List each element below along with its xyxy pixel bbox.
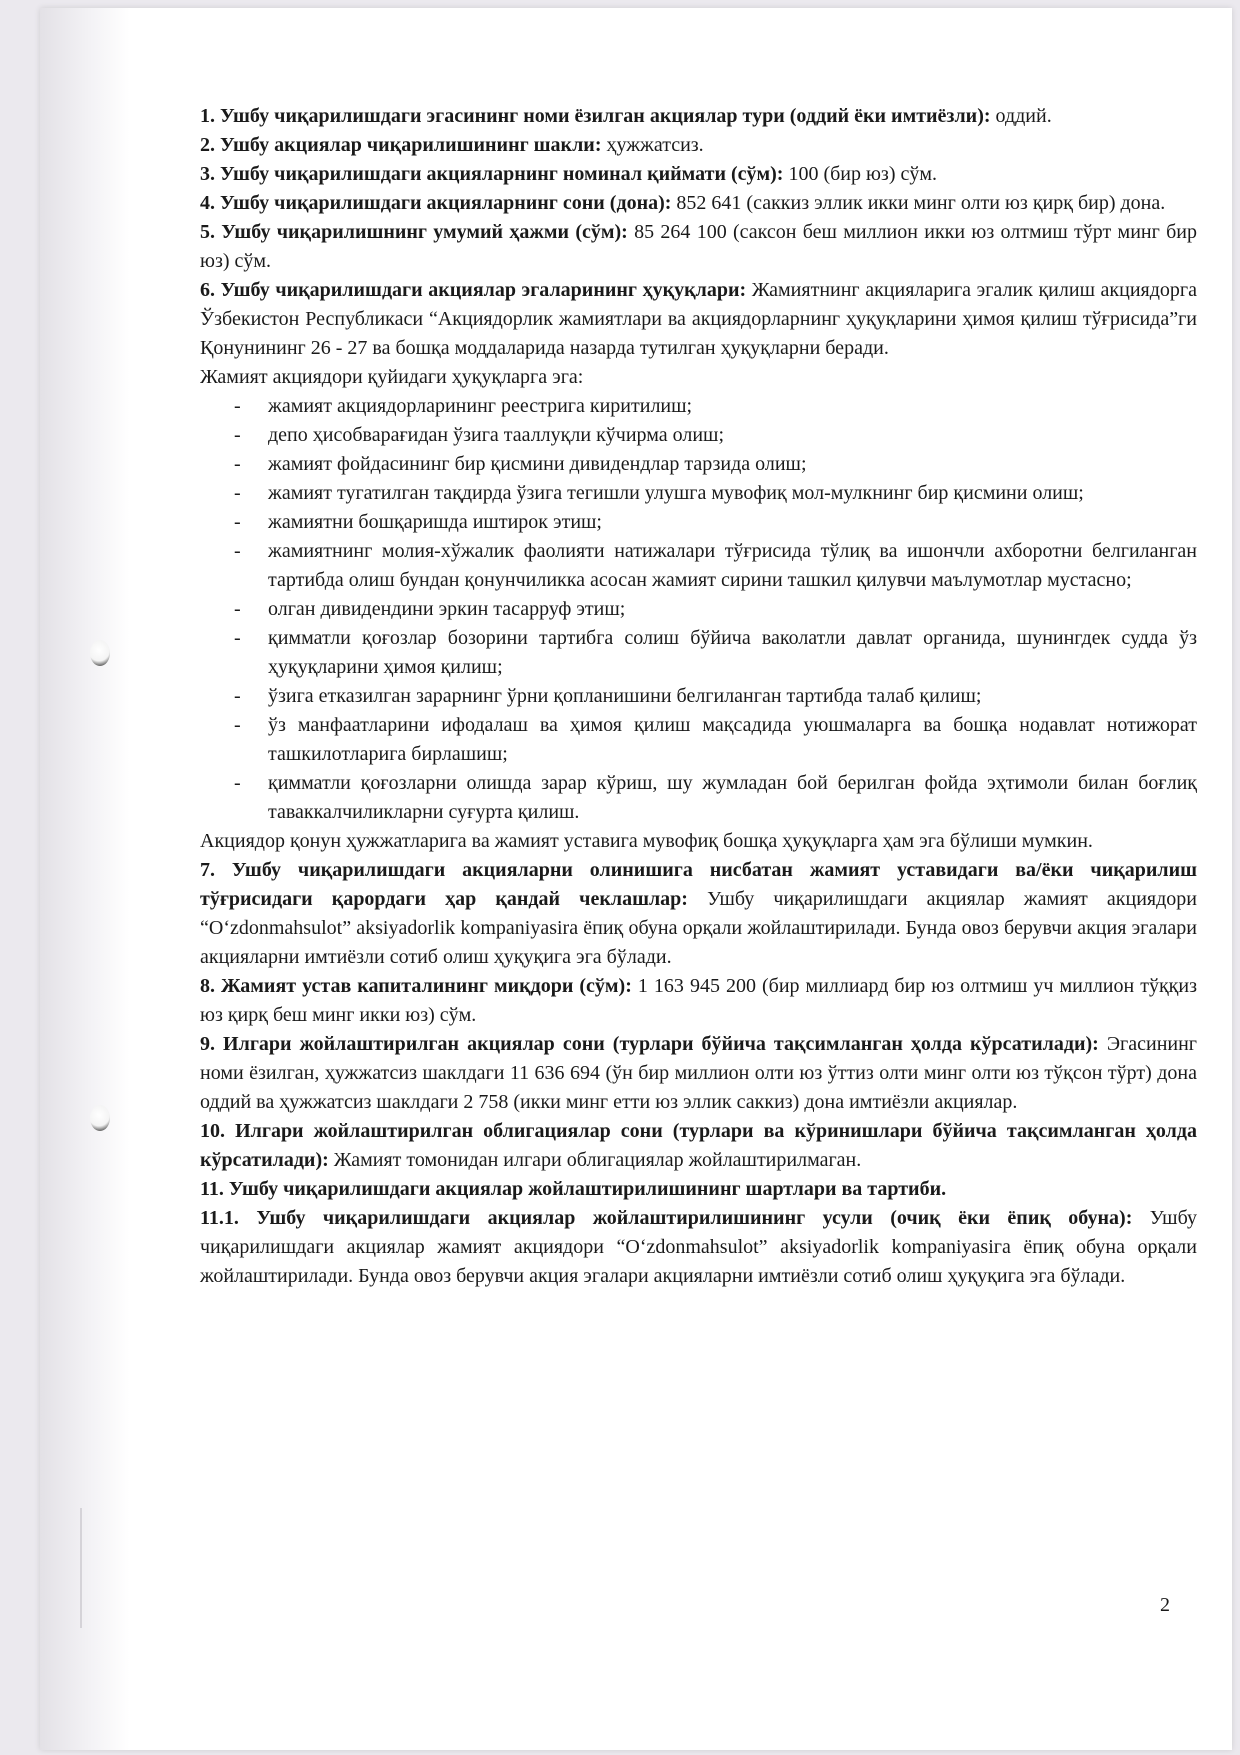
list-item: - жамиятни бошқаришда иштирок этиш; <box>200 508 1197 537</box>
scan-artifact-line <box>80 1508 82 1628</box>
item-title: Ушбу чиқарилишдаги акциялар жойлаштирилишининг усули (очиқ ёки ёпиқ обуна): <box>256 1207 1133 1229</box>
item-number: 7. <box>200 859 215 881</box>
item-title: Ушбу чиқарилишдаги эгасининг номи ёзилган акциялар тури (оддий ёки имтиёзли): <box>220 105 991 127</box>
item-number: 1. <box>200 105 215 127</box>
item-number: 11.1. <box>200 1207 239 1229</box>
item-number: 10. <box>200 1120 225 1142</box>
item-title: Илгари жойлаштирилган акциялар сони (турлари бўйича тақсимланган ҳолда кўрсатилади): <box>223 1033 1099 1055</box>
scan-edge-shadow <box>40 8 130 1750</box>
list-item: - ўз манфаатларини ифодалаш ва ҳимоя қилиш мақсадида уюшмаларга ва бошқа нодавлат нотижорат ташкилотларига бирлашиш; <box>200 711 1197 769</box>
document-page <box>40 8 1232 1750</box>
item-title: Илгари жойлаштирилган облигациялар сони (турлари ва кўринишлари бўйича тақсимланган ҳолда кўрсатилади): <box>200 1120 1197 1171</box>
rights-intro: Жамият акциядори қуйидаги ҳуқуқларга эга: <box>200 366 584 388</box>
rights-outro: Акциядор қонун ҳужжатларига ва жамият уставига мувофиқ бошқа ҳуқуқларга ҳам эга бўлиши мумкин. <box>200 830 1093 852</box>
item-number: 4. <box>200 192 215 214</box>
item-title: Ушбу чиқарилишдаги акцияларнинг номинал қиймати (сўм): <box>220 163 784 185</box>
item-9 <box>200 1030 1197 1117</box>
item-7 <box>200 856 1197 972</box>
item-title: Ушбу чиқарилишнинг умумий ҳажми (сўм): <box>221 221 628 243</box>
list-item: - жамият фойдасининг бир қисмини дивидендлар тарзида олиш; <box>200 450 1197 479</box>
item-text: Жамият томонидан илгари облигациялар жойлаштирилмаган. <box>328 1149 862 1171</box>
document-body <box>200 102 1197 1291</box>
item-text: 100 (бир юз) сўм. <box>783 163 938 185</box>
item-5 <box>200 218 1197 276</box>
item-text: 852 641 (саккиз эллик икки минг олти юз қирқ бир) дона. <box>671 192 1166 214</box>
list-item: - қимматли қоғозларни олишда зарар кўриш, шу жумладан бой берилган фойда эҳтимоли билан боғлиқ таваккалчиликларни суғурта қилиш. <box>200 769 1197 827</box>
item-text: Ушбу чиқарилишдаги акциялар жамият акциядори “O‘zdonmahsulot” aksiyadorlik kompaniyasiга ёпиқ обуна орқали жойлаштирилади. Бунда овоз берувчи акция эгалари акцияларни имтиёзли сотиб олиш ҳуқуқига эга бўлади. <box>200 1207 1197 1287</box>
item-number: 3. <box>200 163 215 185</box>
item-text: Жамиятнинг акцияларига эгалик қилиш акциядорга Ўзбекистон Республикаси “Акциядорлик жамиятлари ва акциядорларнинг ҳуқуқларини ҳимоя қилиш тўғрисида”ги Қонунининг 26 - 27 ва бошқа моддаларида назарда тутилган ҳуқуқларни беради. <box>200 279 1198 359</box>
item-11-1 <box>200 1204 1197 1291</box>
item-number: 9. <box>200 1033 215 1055</box>
item-8 <box>200 972 1197 1030</box>
item-text: Эгасининг номи ёзилган, ҳужжатсиз шаклдаги 11 636 694 (ўн бир миллион олти юз ўттиз олти минг олти юз тўқсон тўрт) дона оддий ва ҳужжатсиз шаклдаги 2 758 (икки минг етти юз эллик саккиз) дона имтиёзли акциялар. <box>200 1033 1198 1113</box>
item-text: оддий. <box>990 105 1052 127</box>
item-title: Ушбу чиқарилишдаги акцияларнинг сони (дона): <box>220 192 672 214</box>
punch-hole-icon <box>90 1105 110 1131</box>
item-number: 5. <box>200 221 215 243</box>
item-text: 85 264 100 (саксон беш миллион икки юз олтмиш тўрт минг бир юз) сўм. <box>200 221 1197 272</box>
list-item: - олган дивидендини эркин тасарруф этиш; <box>200 595 1197 624</box>
item-number: 11. <box>200 1178 224 1200</box>
item-number: 2. <box>200 134 215 156</box>
item-title: Ушбу чиқарилишдаги акциялар жойлаштирилишининг шартлари ва тартиби. <box>228 1178 947 1200</box>
item-title: Ушбу чиқарилишдаги акцияларни олинишига нисбатан жамият уставидаги ва/ёки чиқарилиш тўғрисидаги қарордаги ҳар қандай чеклашлар: <box>200 859 1198 910</box>
item-2 <box>200 131 1197 160</box>
item-text: Ушбу чиқарилишдаги акциялар жамият акциядори “O‘zdonmahsulot” aksiyadorlik kompaniyasira ёпиқ обуна орқали жойлаштирилади. Бунда овоз берувчи акция эгалари акцияларни имтиёзли сотиб олиш ҳуқуқига эга бўлади. <box>200 888 1197 968</box>
rights-list <box>200 392 1197 827</box>
item-title: Ушбу акциялар чиқарилишининг шакли: <box>220 134 602 156</box>
item-3 <box>200 160 1197 189</box>
item-number: 6. <box>200 279 215 301</box>
list-item: - жамият акциядорларининг реестрига киритилиш; <box>200 392 1197 421</box>
item-11 <box>200 1175 1197 1204</box>
page-number: 2 <box>1160 1594 1170 1616</box>
list-item: - жамият тугатилган тақдирда ўзига тегишли улушга мувофиқ мол-мулкнинг бир қисмини олиш; <box>200 479 1197 508</box>
item-1 <box>200 102 1197 131</box>
list-item: - жамиятнинг молия-хўжалик фаолияти натижалари тўғрисида тўлиқ ва ишончли ахборотни белгиланган тартибда олиш бундан қонунчиликка асосан жамият сирини ташкил қилувчи маълумотлар мустасно; <box>200 537 1197 595</box>
item-text: 1 163 945 200 (бир миллиард бир юз олтмиш уч миллион тўққиз юз қирқ беш минг икки юз) сўм. <box>200 975 1198 1026</box>
punch-hole-icon <box>90 640 110 666</box>
list-item: - депо ҳисобварағидан ўзига тааллуқли кўчирма олиш; <box>200 421 1197 450</box>
item-title: Жамият устав капиталининг миқдори (сўм): <box>221 975 632 997</box>
item-6 <box>200 276 1197 363</box>
item-text: ҳужжатсиз. <box>601 134 704 156</box>
list-item: - қимматли қоғозлар бозорини тартибга солиш бўйича ваколатли давлат органида, шунингдек судда ўз ҳуқуқларини ҳимоя қилиш; <box>200 624 1197 682</box>
item-number: 8. <box>200 975 215 997</box>
item-4 <box>200 189 1197 218</box>
list-item: - ўзига етказилган зарарнинг ўрни қопланишини белгиланган тартибда талаб қилиш; <box>200 682 1197 711</box>
item-10 <box>200 1117 1197 1175</box>
item-title: Ушбу чиқарилишдаги акциялар эгаларининг ҳуқуқлари: <box>220 279 747 301</box>
